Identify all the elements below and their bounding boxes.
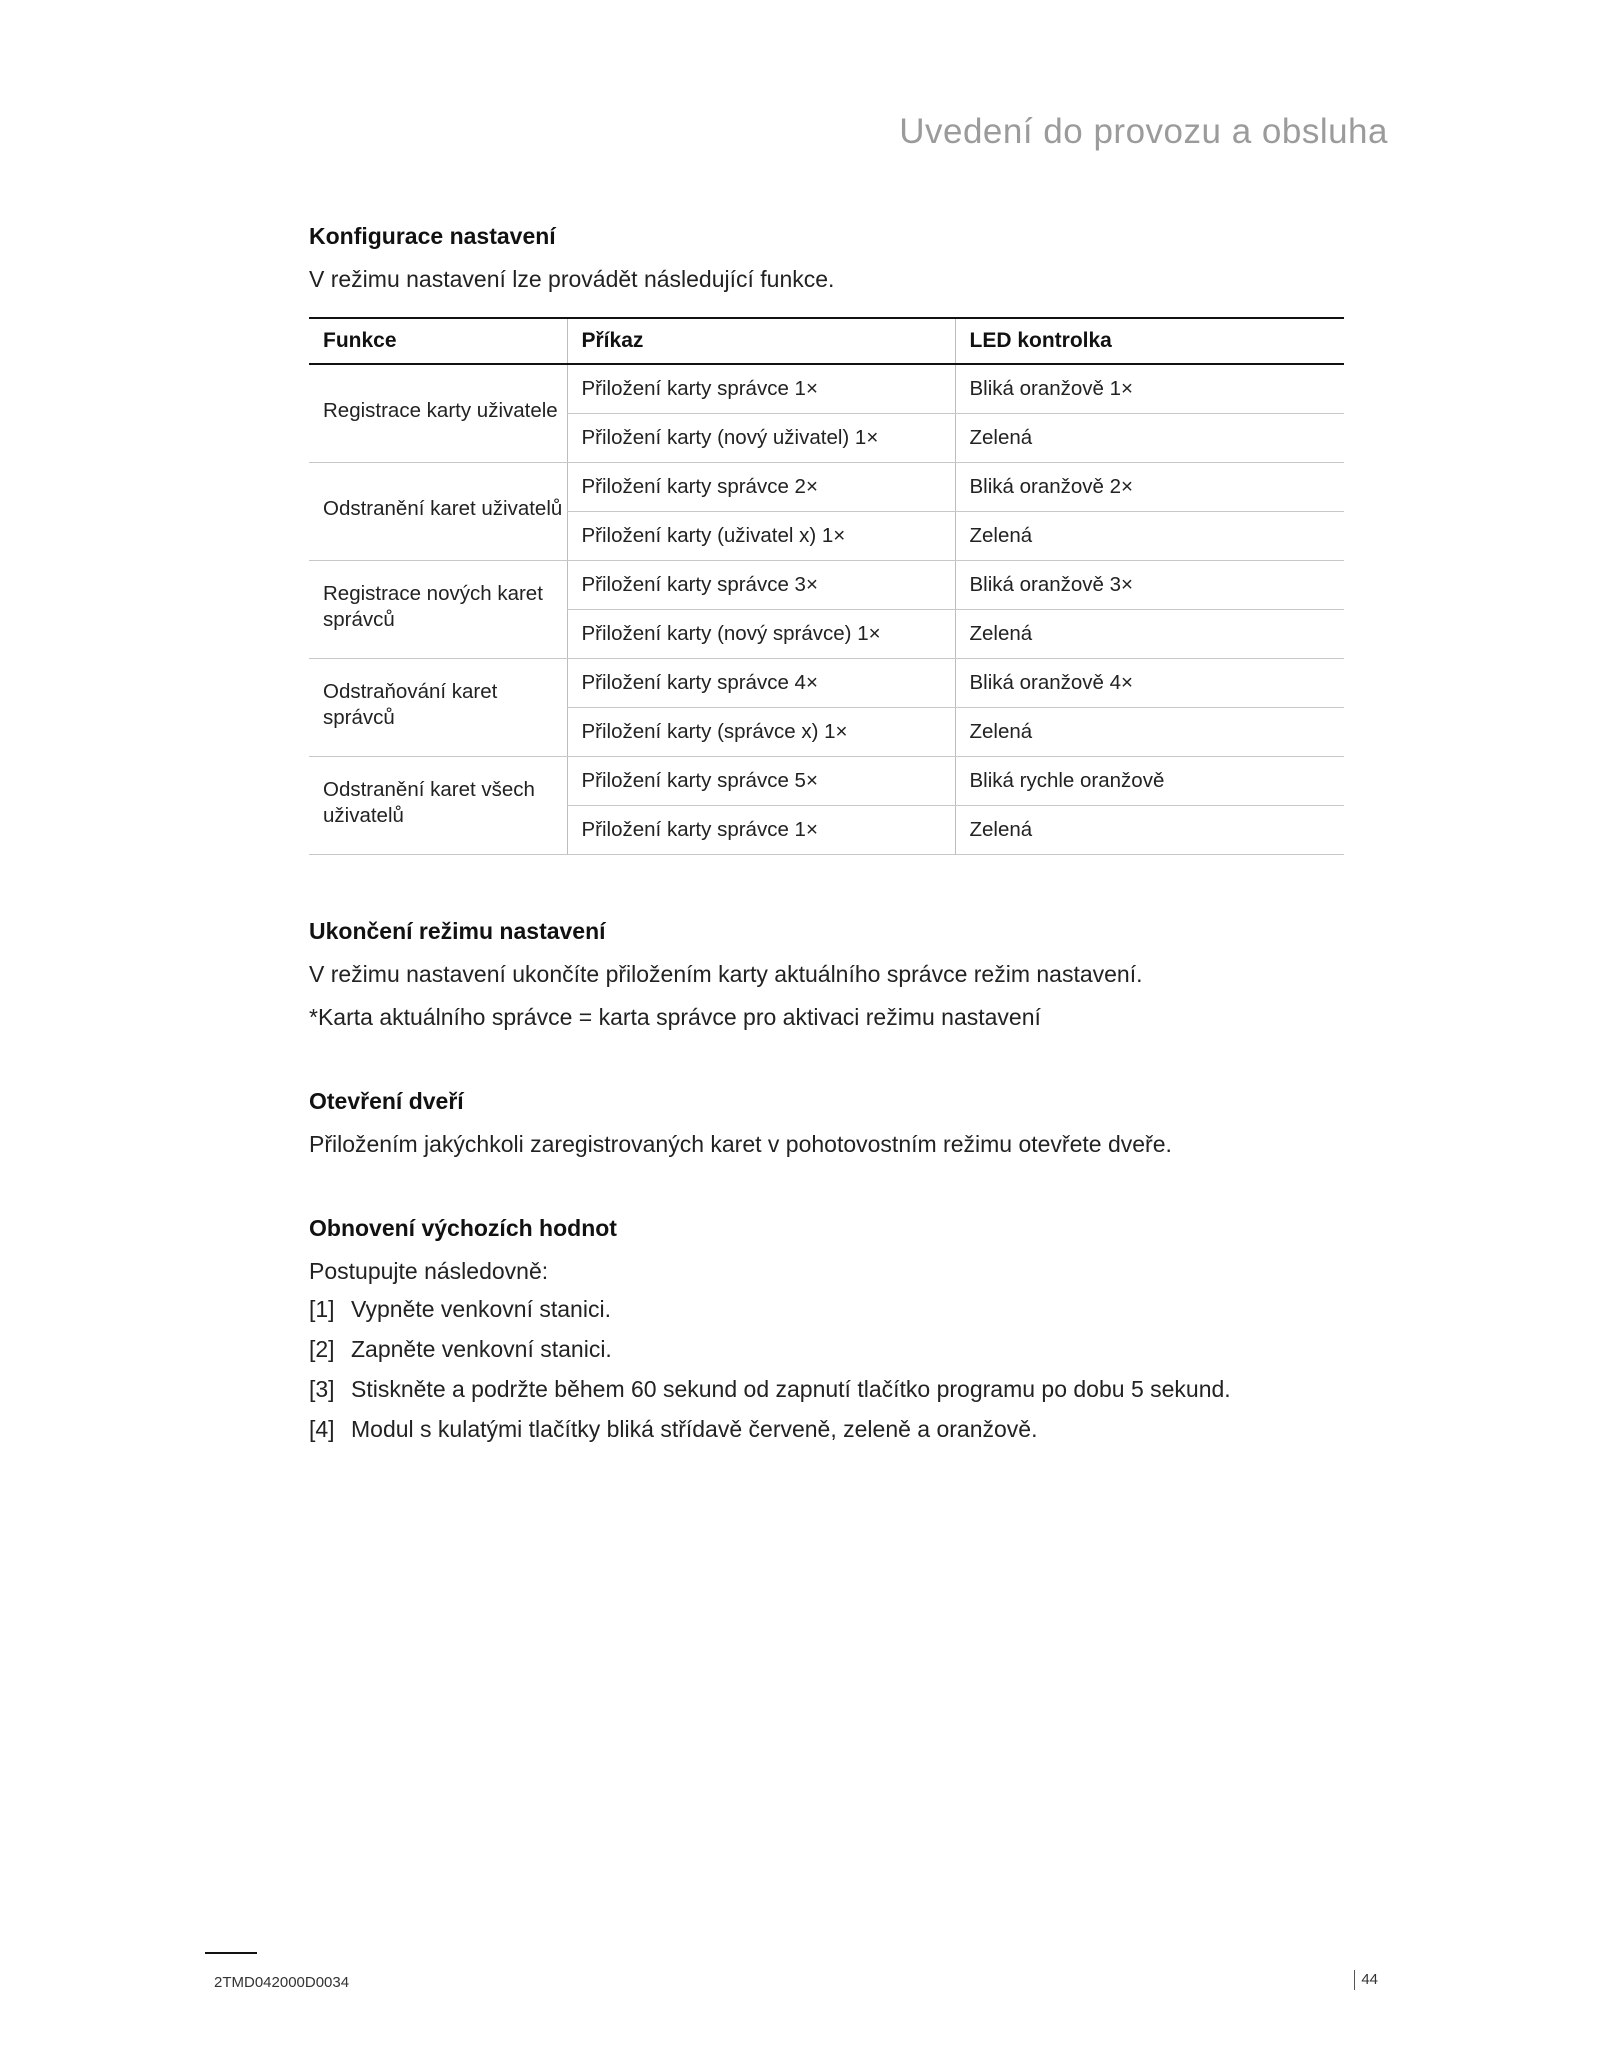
led-cell: Zelená (955, 512, 1344, 561)
exit-heading: Ukončení režimu nastavení (309, 918, 606, 944)
step-text: Vypněte venkovní stanici. (351, 1296, 611, 1322)
function-cell: Odstraňování karet správců (309, 659, 567, 757)
command-cell: Přiložení karty (nový uživatel) 1× (567, 414, 955, 463)
led-cell: Bliká oranžově 2× (955, 463, 1344, 512)
page-header-title: Uvedení do provozu a obsluha (899, 112, 1388, 151)
table-row (309, 364, 1344, 414)
step-number: [3] (309, 1376, 335, 1402)
step-number: [2] (309, 1336, 335, 1362)
function-cell: Registrace nových karet správců (309, 561, 567, 659)
column-header-function: Funkce (309, 318, 567, 364)
footer-divider (205, 1952, 257, 1954)
step-text: Modul s kulatými tlačítky bliká střídavě červeně, zeleně a oranžově. (351, 1416, 1038, 1442)
led-cell: Zelená (955, 806, 1344, 855)
list-item (309, 1296, 1231, 1336)
reset-heading: Obnovení výchozích hodnot (309, 1215, 617, 1241)
step-number: [1] (309, 1296, 335, 1322)
table-row (309, 757, 1344, 806)
led-cell: Zelená (955, 610, 1344, 659)
exit-text-1: V režimu nastavení ukončíte přiložením karty aktuálního správce režim nastavení. (309, 961, 1143, 987)
function-cell: Odstranění karet všech uživatelů (309, 757, 567, 855)
led-cell: Bliká rychle oranžově (955, 757, 1344, 806)
table-row (309, 561, 1344, 610)
reset-intro: Postupujte následovně: (309, 1258, 549, 1284)
table-row (309, 659, 1344, 708)
command-cell: Přiložení karty (správce x) 1× (567, 708, 955, 757)
list-item (309, 1416, 1231, 1456)
led-cell: Zelená (955, 708, 1344, 757)
list-item (309, 1376, 1231, 1416)
reset-steps-list (309, 1296, 1231, 1456)
command-cell: Přiložení karty správce 5× (567, 757, 955, 806)
command-cell: Přiložení karty (nový správce) 1× (567, 610, 955, 659)
function-cell: Odstranění karet uživatelů (309, 463, 567, 561)
command-cell: Přiložení karty (uživatel x) 1× (567, 512, 955, 561)
exit-text-2: *Karta aktuálního správce = karta správce pro aktivaci režimu nastavení (309, 1004, 1041, 1030)
command-cell: Přiložení karty správce 2× (567, 463, 955, 512)
led-cell: Bliká oranžově 3× (955, 561, 1344, 610)
table-row (309, 463, 1344, 512)
column-header-led: LED kontrolka (955, 318, 1344, 364)
table-header-row (309, 318, 1344, 364)
config-table (309, 317, 1344, 855)
column-header-command: Příkaz (567, 318, 955, 364)
step-text: Stiskněte a podržte během 60 sekund od zapnutí tlačítko programu po dobu 5 sekund. (351, 1376, 1231, 1402)
config-intro: V režimu nastavení lze provádět následující funkce. (309, 266, 835, 292)
door-heading: Otevření dveří (309, 1088, 464, 1114)
led-cell: Zelená (955, 414, 1344, 463)
command-cell: Přiložení karty správce 1× (567, 806, 955, 855)
document-code: 2TMD042000D0034 (214, 1974, 350, 1991)
config-heading: Konfigurace nastavení (309, 223, 556, 249)
list-item (309, 1336, 1231, 1376)
step-text: Zapněte venkovní stanici. (351, 1336, 612, 1362)
page-number: 44 (1361, 1970, 1378, 1988)
command-cell: Přiložení karty správce 4× (567, 659, 955, 708)
led-cell: Bliká oranžově 1× (955, 364, 1344, 414)
command-cell: Přiložení karty správce 1× (567, 364, 955, 414)
page-number-block (1354, 1970, 1378, 1990)
command-cell: Přiložení karty správce 3× (567, 561, 955, 610)
door-text: Přiložením jakýchkoli zaregistrovaných karet v pohotovostním režimu otevřete dveře. (309, 1131, 1172, 1157)
led-cell: Bliká oranžově 4× (955, 659, 1344, 708)
page-number-separator (1354, 1970, 1355, 1990)
step-number: [4] (309, 1416, 335, 1442)
function-cell: Registrace karty uživatele (309, 364, 567, 463)
